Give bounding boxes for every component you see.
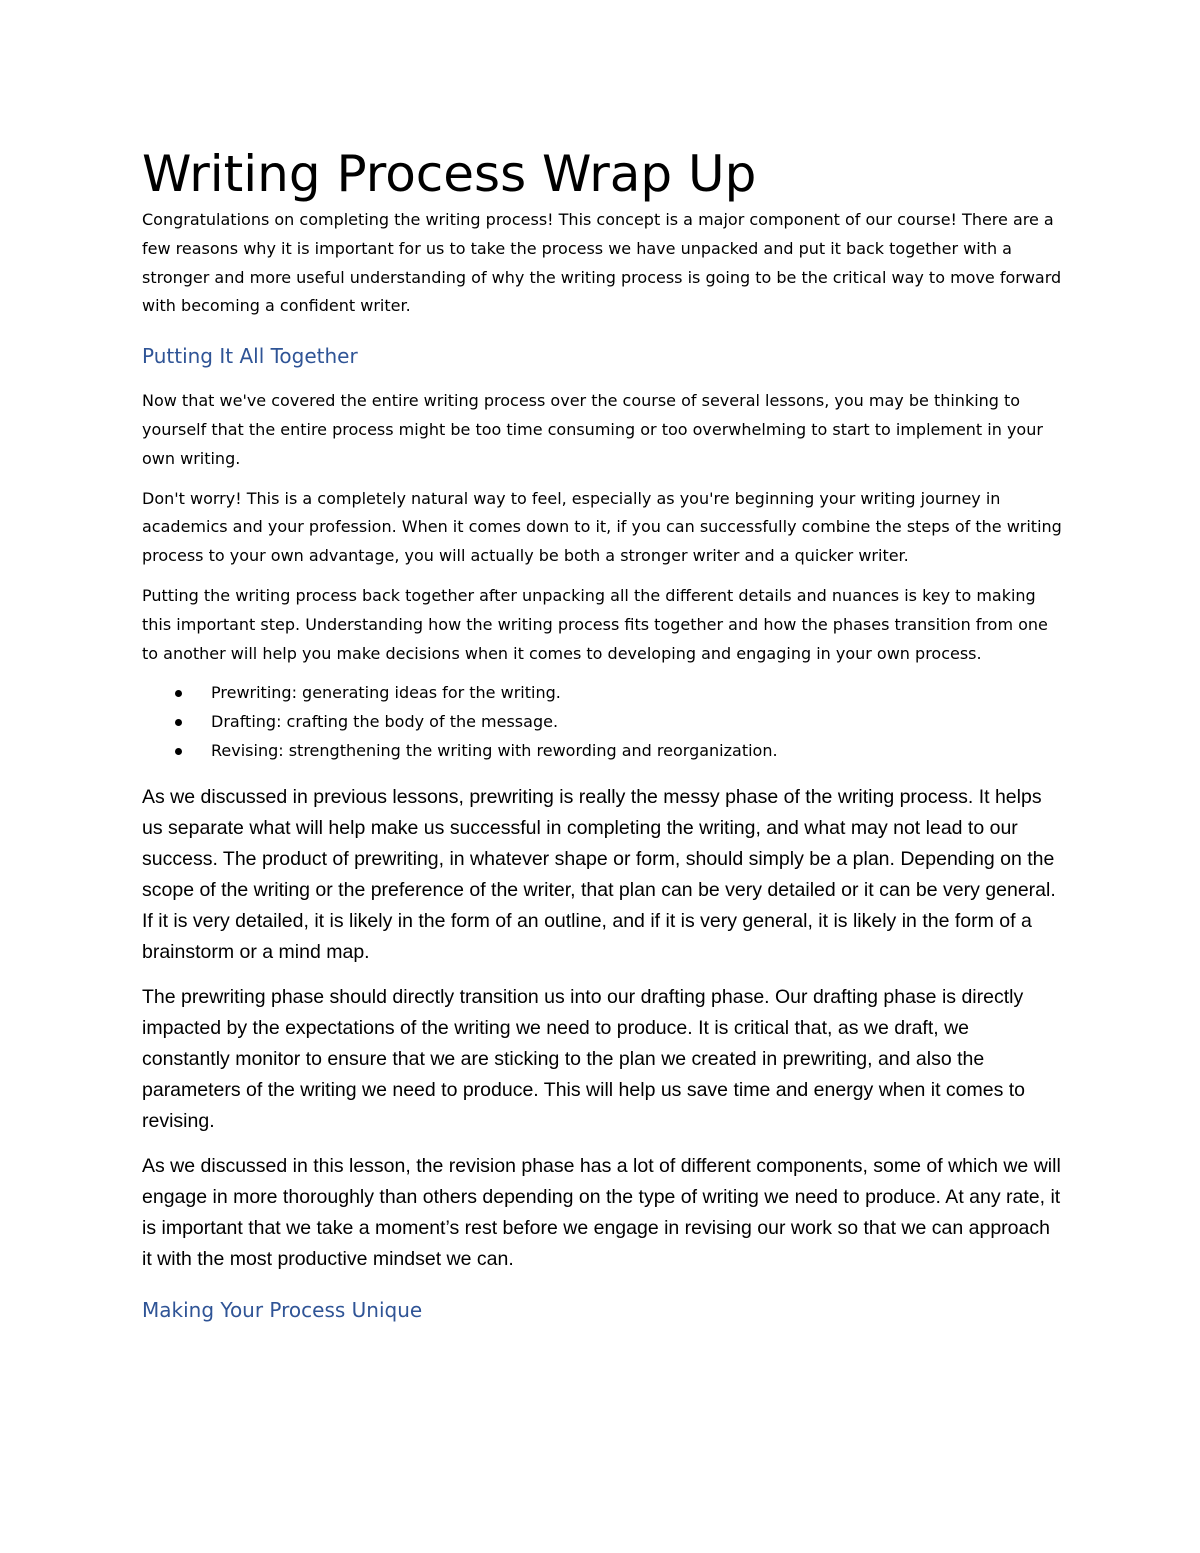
list-item-text: Prewriting: generating ideas for the writing. [211, 683, 561, 703]
paragraph: Don't worry! This is a completely natural way to feel, especially as you're beginning your writing journey in academics and your profession. When it comes down to it, if you can successfully combine the steps of the writing process to your own advantage, you will actually be both a stronger writer and a quicker writer. [142, 488, 1062, 566]
list-item-text: Drafting: crafting the body of the message. [211, 712, 559, 732]
section-heading-putting-it-all-together: Putting It All Together [142, 344, 358, 369]
bullet-icon [175, 690, 182, 697]
list-item-text: Revising: strengthening the writing with rewording and reorganization. [211, 740, 778, 760]
phase-list [142, 679, 1062, 765]
paragraph-drafting: The prewriting phase should directly transition us into our drafting phase. Our drafting phase is directly impacted by the expectations of the writing we need to produce. It is critical that, as we draft, we constantly monitor to ensure that we are sticking to the plan we created in prewriting, and also the parameters of the writing we need to produce. This will help us save time and energy when it comes to revising. [142, 985, 1026, 1132]
list-item [142, 737, 1062, 766]
paragraph: Now that we've covered the entire writing process over the course of several lessons, you may be thinking to yourself that the entire process might be too time consuming or too overwhelming to start to implement in your own writing. [142, 391, 1043, 468]
document-title: Writing Process Wrap Up [142, 145, 757, 203]
intro-paragraph: Congratulations on completing the writing process! This concept is a major component of our course! There are a few reasons why it is important for us to take the process we have unpacked and put it back together with a stronger and more useful understanding of why the writing process is going to be the critical way to move forward with becoming a confident writer. [142, 210, 1062, 316]
bullet-icon [175, 719, 182, 726]
paragraph: Putting the writing process back together after unpacking all the different details and nuances is key to making this important step. Understanding how the writing process fits together and how the phases transition from one to another will help you make decisions when it comes to developing and engaging in your own process. [142, 585, 1048, 663]
bullet-icon [175, 748, 182, 755]
document-page [142, 138, 1062, 1341]
paragraph-prewriting: As we discussed in previous lessons, prewriting is really the messy phase of the writing process. It helps us separate what will help make us successful in completing the writing, and what may not lead to our success. The product of prewriting, in whatever shape or form, should simply be a plan. Depending on the scope of the writing or the preference of the writer, that plan can be very detailed or it can be very general. If it is very detailed, it is likely in the form of an outline, and if it is very general, it is likely in the form of a brainstorm or a mind map. [142, 785, 1056, 963]
list-item [142, 679, 1062, 708]
list-item [142, 708, 1062, 737]
paragraph-revising: As we discussed in this lesson, the revision phase has a lot of different components, some of which we will engage in more thoroughly than others depending on the type of writing we need to produce. At any rate, it is important that we take a moment’s rest before we engage in revising our work so that we can approach it with the most productive mindset we can. [142, 1154, 1061, 1270]
section-heading-making-your-process-unique: Making Your Process Unique [142, 1297, 423, 1322]
